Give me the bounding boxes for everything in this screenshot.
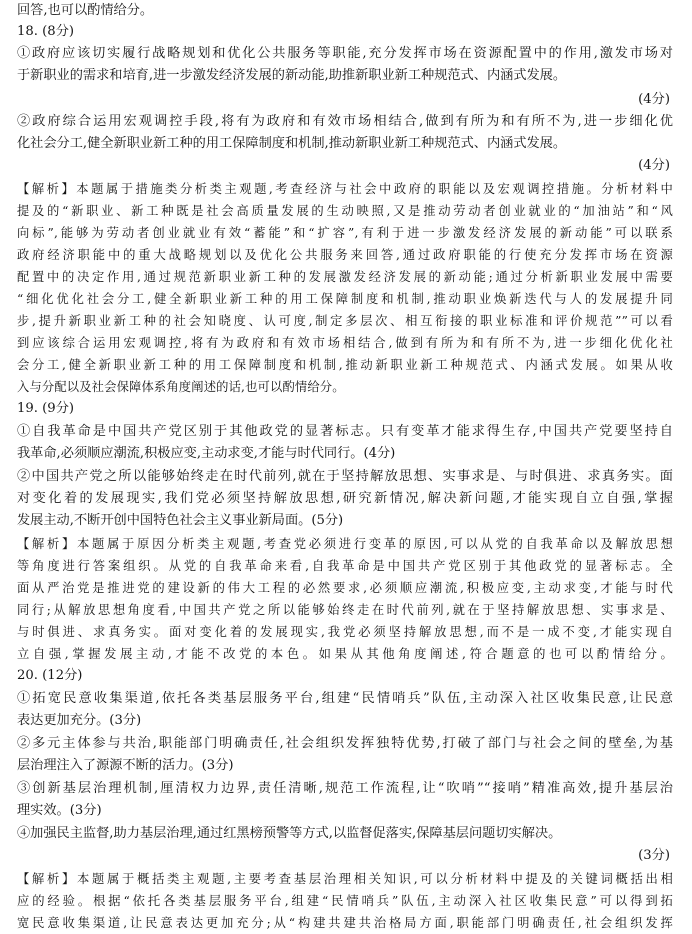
q18-explain-line6: “细化优化社会分工,健全新职业新工种的用工保障制度和机制,推动职业焕新迭代与人的发展提升同 [17,292,673,306]
q19-explain-line1: 【解析】本题属于原因分析类主观题,考查党必须进行变革的原因,可以从党的自我革命以及解放思想 [17,537,673,551]
intro-tail-line: 回答,也可以酌情给分。 [17,3,154,18]
q19-explain-line2: 等角度进行答案组织。从党的自我革命来看,自我革命是中国共产党区别于其他政党的显著标志。全 [17,559,673,573]
q20-answer1-line1: ①拓宽民意收集渠道,依托各类基层服务平台,组建“民情哨兵”队伍,主动深入社区收集民意,让民意 [17,691,673,706]
q20-answer4-score: (3分) [638,848,670,863]
q18-heading: 18. (8分) [17,24,75,39]
q20-explain-line3: 宽民意收集渠道,让民意表达更加充分;从“构建共建共治格局方面,职能部门明确责任,社会组织发挥 [17,916,673,930]
q19-explain-line6: 立自强,掌握发展主动,才能不改党的本色。如果从其他角度阐述,符合题意的也可以酌情给分。 [17,647,673,661]
q19-heading: 19. (9分) [17,401,75,416]
q20-explain-line1: 【解析】本题属于概括类主观题,主要考查基层治理相关知识,可以分析材料中提及的关键词概括出相 [17,872,673,886]
q18-explain-line10: 入与分配以及社会保障体系角度阐述的话,也可以酌情给分。 [17,380,345,394]
q19-explain-line3: 面从严治党是推进党的建设新的伟大工程的必然要求,必须顺应潮流,积极应变,主动求变,才能与时代 [17,581,673,595]
q18-explain-line5: 配置中的决定作用,通过规范新职业新工种的发展激发经济发展的新动能;通过分析新职业发展中需要 [17,270,673,284]
q19-answer1-line1: ①自我革命是中国共产党区别于其他政党的显著标志。只有变革才能求得生存,中国共产党要坚持自 [17,424,673,439]
q18-answer1-score: (4分) [638,92,670,107]
q19-answer2-line2: 对变化着的发展现实,我们党必须坚持解放思想,研究新情况,解决新问题,才能实现自立自强,掌握 [17,491,673,506]
q19-answer2-line3: 发展主动,不断开创中国特色社会主义事业新局面。(5分) [17,513,344,528]
q18-answer2-line1: ②政府综合运用宏观调控手段,将有为政府和有效市场相结合,做到有所为和有所不为,进一步细化优 [17,114,673,129]
q19-explain-line4: 同行;从解放思想角度看,中国共产党之所以能够始终走在时代前列,就在于坚持解放思想、实事求是、 [17,603,673,617]
q20-answer3-line2: 理实效。(3分) [17,803,102,818]
q18-explain-line1: 【解析】本题属于措施类分析类主观题,考查经济与社会中政府的职能以及宏观调控措施。分析材料中 [17,182,673,196]
q20-heading: 20. (12分) [17,668,83,683]
q19-answer2-line1: ②中国共产党之所以能够始终走在时代前列,就在于坚持解放思想、实事求是、与时俱进、求真务实。面 [17,469,673,484]
q20-answer1-line2: 表达更加充分。(3分) [17,713,142,728]
q18-explain-line4: 政府经济职能中的重大战略规划以及优化公共服务来回答,通过政府职能的行使充分发挥市场在资源 [17,248,673,262]
q18-answer1-line2: 于新职业的需求和培育,进一步激发经济发展的新动能,助推新职业新工种规范式、内涵式发展。 [17,68,567,83]
q18-explain-line2: 提及的“新职业、新工种既是社会高质量发展的生动映照,又是推动劳动者创业就业的“加油站”和“风 [17,204,673,218]
q18-answer2-line2: 化社会分工,健全新职业新工种的用工保障制度和机制,推动新职业新工种规范式、内涵式发展。 [17,136,567,151]
q19-explain-line5: 与时俱进、求真务实。面对变化着的发展现实,我党必须坚持解放思想,而不是一成不变,才能实现自 [17,625,673,639]
q18-explain-line7: 步,提升新职业新工种的社会知晓度、认可度,制定多层次、相互衔接的职业标准和评价规范””可以看 [17,314,673,328]
q18-answer2-score: (4分) [638,158,670,173]
q18-explain-line8: 到应该综合运用宏观调控,将有为政府和有效市场相结合,做到有所为和有所不为,进一步细化优化社 [17,336,673,350]
q18-answer1-line1: ①政府应该切实履行战略规划和优化公共服务等职能,充分发挥市场在资源配置中的作用,激发市场对 [17,46,673,61]
q18-explain-line3: 向标”,能够为劳动者创业就业有效“蓄能”和“扩容”,有利于进一步激发经济发展的新动能”可以联系 [17,226,673,240]
q20-answer4-line1: ④加强民主监督,助力基层治理,通过红黑榜预警等方式,以监督促落实,保障基层问题切实解决。 [17,826,562,841]
q20-explain-line2: 应的经验。根据“依托各类基层服务平台,组建“民情哨兵”队伍,主动深入社区收集民意”可以得到拓 [17,894,673,908]
q18-explain-line9: 会分工,健全新职业新工种的用工保障制度和机制,推动新职业新工种规范式、内涵式发展。如果从收 [17,358,673,372]
q20-answer2-line1: ②多元主体参与共治,职能部门明确责任,社会组织发挥独特优势,打破了部门与社会之间的壁垒,为基 [17,736,673,751]
q20-answer2-line2: 层治理注入了源源不断的活力。(3分) [17,758,234,773]
q20-answer3-line1: ③创新基层治理机制,厘清权力边界,责任清晰,规范工作流程,让“吹哨”“接哨”精准高效,提升基层治 [17,781,673,796]
q19-answer1-line2: 我革命,必须顺应潮流,积极应变,主动求变,才能与时代同行。(4分) [17,446,396,461]
